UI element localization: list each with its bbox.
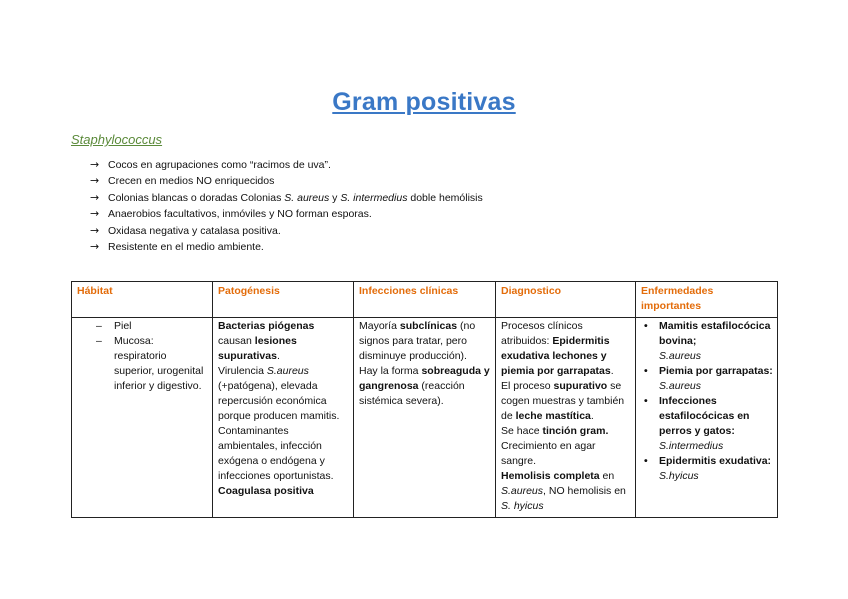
cell-enfermedades <box>636 318 778 518</box>
arrow-icon: → <box>90 190 100 204</box>
arrow-icon: → <box>90 223 100 237</box>
list-item: → Crecen en medios NO enriquecidos <box>90 173 483 189</box>
staphylococcus-table <box>71 281 778 518</box>
list-item: → Oxidasa negativa y catalasa positiva. <box>90 223 483 239</box>
list-item: • Infecciones estafilocócicas en perros y gatos: S.intermedius <box>641 394 773 454</box>
list-item: – Mucosa: respiratorio superior, urogenital inferior y digestivo. <box>77 334 208 394</box>
cell-patogenesis: Bacterias piógenas causan lesiones supurativas. Virulencia S.aureus (+patógena), elevada repercusión económica porque producen mamitis. Contaminantes ambientales, infección exógena o endógena y infecciones oportunistas. Coagulasa positiva <box>213 318 354 518</box>
list-item: • Mamitis estafilocócica bovina; S.aureus <box>641 319 773 364</box>
cell-diagnostico: Procesos clínicos atribuidos: Epidermitis exudativa lechones y piemia por garrapatas. El proceso supurativo se cogen muestras y también de leche mastítica. Se hace tinción gram. Crecimiento en agar sangre. Hemolisis completa en S.aureus, NO hemolisis en S. hyicus <box>496 318 636 518</box>
arrow-icon: → <box>90 240 100 254</box>
section-subtitle: Staphylococcus <box>71 132 163 147</box>
list-item: → Anaerobios facultativos, inmóviles y NO forman esporas. <box>90 206 483 222</box>
table-header-row <box>72 282 778 318</box>
list-item: → Resistente en el medio ambiente. <box>90 239 483 255</box>
arrow-icon: → <box>90 174 100 188</box>
arrow-icon: → <box>90 158 100 171</box>
header-habitat: Hábitat <box>72 282 213 318</box>
table-row <box>72 318 778 518</box>
list-item: – Piel <box>77 319 208 334</box>
header-patogenesis: Patogénesis <box>213 282 354 318</box>
cell-infecciones: Mayoría subclínicas (no signos para tratar, pero disminuye producción). Hay la forma sobreaguda y gangrenosa (reacción sistémica severa). <box>354 318 496 518</box>
list-item: → Cocos en agrupaciones como “racimos de uva”. <box>90 157 483 173</box>
list-item: • Piemia por garrapatas: S.aureus <box>641 364 773 394</box>
page-title: Gram positivas <box>332 88 516 116</box>
arrow-icon: → <box>90 207 100 221</box>
header-diagnostico: Diagnostico <box>496 282 636 318</box>
header-enfermedades: Enfermedades importantes <box>636 282 778 318</box>
cell-habitat <box>72 318 213 518</box>
list-item: → Colonias blancas o doradas Colonias S. aureus y S. intermedius doble hemólisis <box>90 190 483 206</box>
list-item: • Epidermitis exudativa: S.hyicus <box>641 454 773 484</box>
characteristics-list <box>90 157 483 255</box>
header-infecciones: Infecciones clínicas <box>354 282 496 318</box>
